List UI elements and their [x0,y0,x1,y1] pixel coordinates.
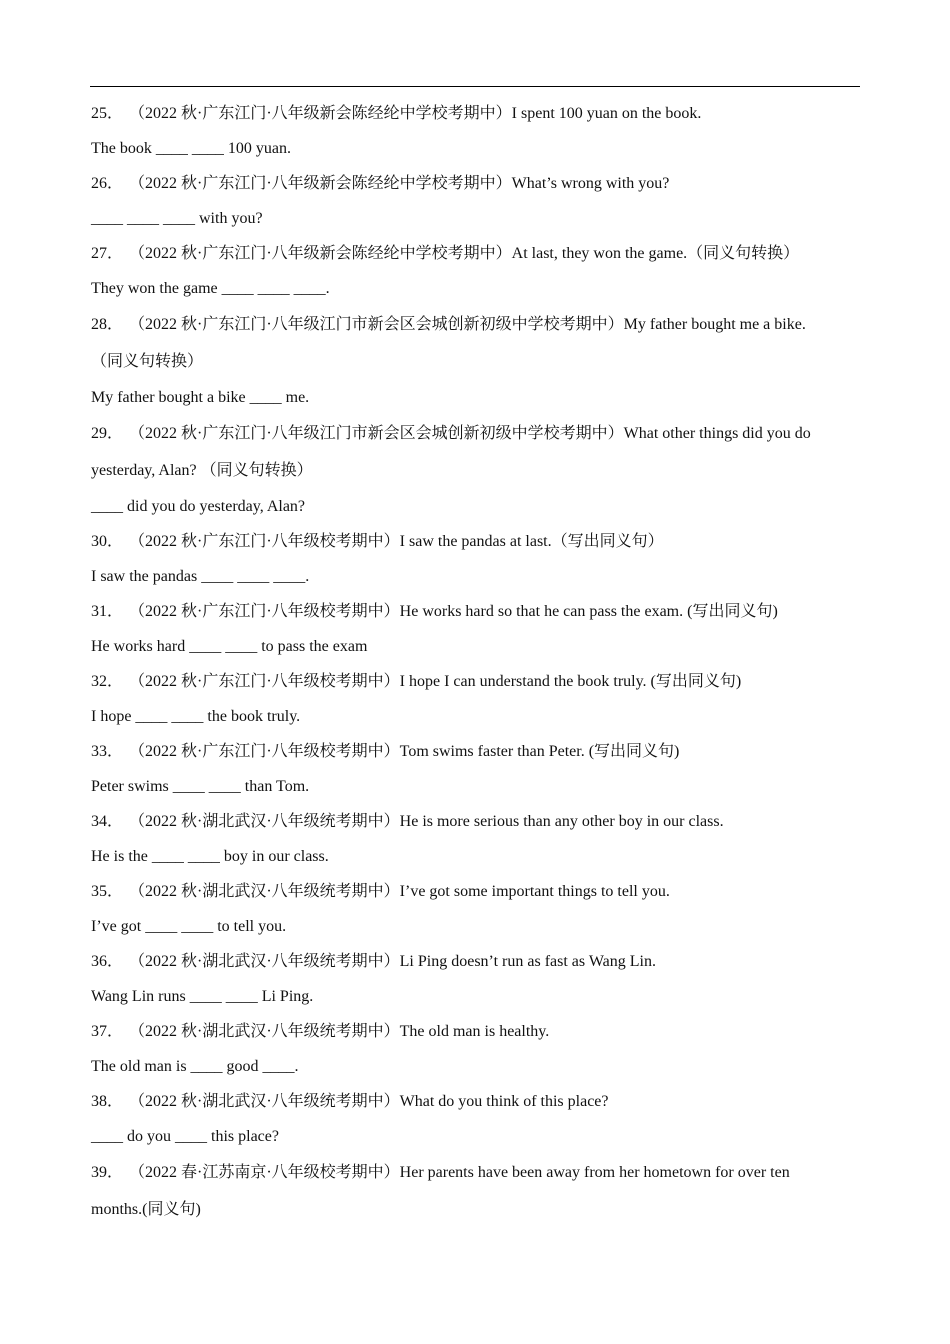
question-number: 35． [91,883,124,900]
question-number: 25． [91,105,124,122]
question-number: 39． [91,1164,124,1181]
question-list [91,96,861,1228]
question-item [91,804,861,874]
answer-line: I hope ____ ____ the book truly. [91,708,301,725]
question-number: 27． [91,245,124,262]
answer-line: The book ____ ____ 100 yuan. [91,140,291,157]
question-prompt-line [91,804,861,839]
question-number: 26． [91,175,124,192]
question-item [91,524,861,594]
question-prompt: （2022 秋·广东江门·八年级新会陈经纶中学校考期中）At last, they won the game.（同义句转换） [129,245,800,262]
question-number: 37． [91,1023,124,1040]
question-item [91,664,861,734]
question-prompt: （2022 秋·广东江门·八年级江门市新会区会城创新初级中学校考期中）What other things did you do [129,425,811,442]
question-prompt: （2022 秋·广东江门·八年级校考期中）I hope I can understand the book truly. (写出同义句) [129,673,742,690]
question-prompt-line [91,1154,861,1191]
question-prompt-line [91,594,861,629]
question-number: 36． [91,953,124,970]
question-prompt-line [91,944,861,979]
answer-line: ____ do you ____ this place? [91,1128,279,1145]
question-prompt: （2022 秋·湖北武汉·八年级统考期中）He is more serious than any other boy in our class. [129,813,724,830]
question-prompt-continuation: months.(同义句) [91,1201,201,1218]
answer-line: Peter swims ____ ____ than Tom. [91,778,310,795]
answer-line: He works hard ____ ____ to pass the exam [91,638,368,655]
question-prompt: （2022 秋·广东江门·八年级新会陈经纶中学校考期中）I spent 100 yuan on the book. [129,105,702,122]
question-number: 30． [91,533,124,550]
question-number: 31． [91,603,124,620]
question-prompt: （2022 秋·湖北武汉·八年级统考期中）Li Ping doesn’t run as fast as Wang Lin. [129,953,656,970]
question-item [91,944,861,1014]
answer-line: They won the game ____ ____ ____. [91,280,330,297]
question-prompt: （2022 秋·广东江门·八年级校考期中）Tom swims faster than Peter. (写出同义句) [129,743,680,760]
question-item [91,236,861,306]
question-prompt-line [91,664,861,699]
question-prompt-continuation: （同义句转换） [91,353,204,370]
question-prompt: （2022 秋·广东江门·八年级校考期中）I saw the pandas at last.（写出同义句） [129,533,664,550]
question-item [91,594,861,664]
question-prompt: （2022 春·江苏南京·八年级校考期中）Her parents have been away from her hometown for over ten [129,1164,790,1181]
question-number: 28． [91,316,124,333]
answer-line: I saw the pandas ____ ____ ____. [91,568,310,585]
question-prompt: （2022 秋·湖北武汉·八年级统考期中）I’ve got some important things to tell you. [129,883,670,900]
question-item [91,1014,861,1084]
question-prompt-line [91,1084,861,1119]
question-item [91,306,861,415]
answer-line: He is the ____ ____ boy in our class. [91,848,329,865]
question-number: 32． [91,673,124,690]
header-rule [90,86,860,87]
question-item [91,1154,861,1228]
question-prompt: （2022 秋·湖北武汉·八年级统考期中）What do you think of this place? [129,1093,609,1110]
question-prompt-line [91,96,861,131]
question-prompt-line [91,415,861,452]
question-prompt-line [91,1014,861,1049]
question-item [91,166,861,236]
answer-line: ____ ____ ____ with you? [91,210,263,227]
question-number: 29． [91,425,124,442]
question-item [91,415,861,524]
question-item [91,1084,861,1154]
answer-line: Wang Lin runs ____ ____ Li Ping. [91,988,314,1005]
question-prompt-line [91,524,861,559]
answer-line: I’ve got ____ ____ to tell you. [91,918,287,935]
question-item [91,874,861,944]
question-prompt: （2022 秋·广东江门·八年级校考期中）He works hard so that he can pass the exam. (写出同义句) [129,603,778,620]
question-prompt-line [91,874,861,909]
answer-line: My father bought a bike ____ me. [91,389,310,406]
question-prompt: （2022 秋·广东江门·八年级新会陈经纶中学校考期中）What’s wrong with you? [129,175,670,192]
answer-line: The old man is ____ good ____. [91,1058,299,1075]
question-number: 38． [91,1093,124,1110]
question-prompt: （2022 秋·广东江门·八年级江门市新会区会城创新初级中学校考期中）My father bought me a bike. [129,316,806,333]
question-number: 33． [91,743,124,760]
question-item [91,734,861,804]
question-prompt-line [91,734,861,769]
question-prompt-continuation: yesterday, Alan? （同义句转换） [91,462,313,479]
question-prompt-line [91,166,861,201]
question-number: 34． [91,813,124,830]
question-prompt: （2022 秋·湖北武汉·八年级统考期中）The old man is healthy. [129,1023,550,1040]
question-item [91,96,861,166]
question-prompt-line [91,236,861,271]
answer-line: ____ did you do yesterday, Alan? [91,498,306,515]
question-prompt-line [91,306,861,343]
